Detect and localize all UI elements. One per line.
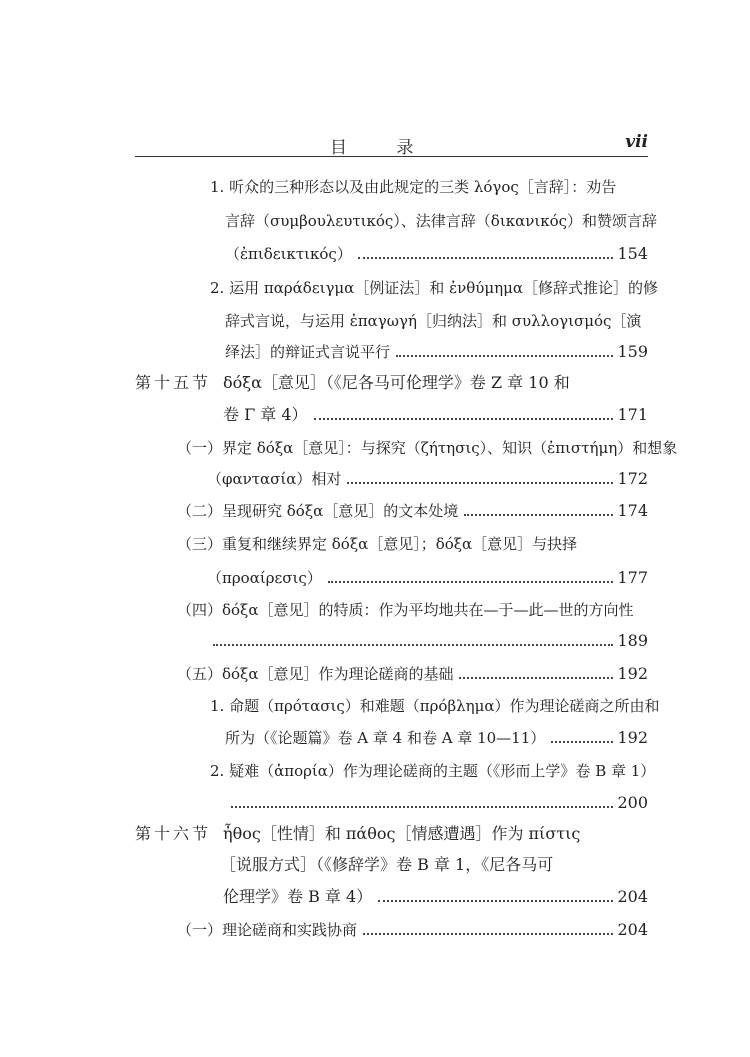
toc-entry bbox=[177, 918, 648, 940]
toc-entry bbox=[223, 885, 648, 907]
toc-entry-text: （φαντασία）相对 bbox=[207, 470, 342, 488]
leader-dots bbox=[551, 741, 613, 743]
leader-dots bbox=[358, 257, 614, 259]
toc-entry bbox=[207, 629, 648, 651]
toc-entry bbox=[225, 726, 648, 748]
running-header-page-number: vii bbox=[625, 132, 648, 152]
toc-entry-text: （五）δόξα［意见］作为理论磋商的基础 bbox=[177, 665, 454, 683]
toc-page-number: 204 bbox=[617, 887, 648, 906]
toc-entry-text: 伦理学》卷 B 章 4） bbox=[223, 887, 373, 906]
toc-entry bbox=[177, 436, 678, 458]
toc-section-entry bbox=[135, 822, 648, 844]
leader-dots bbox=[213, 644, 613, 646]
toc-entry bbox=[177, 532, 646, 554]
toc-entry bbox=[225, 309, 646, 331]
toc-entry-text: 辞式言说，与运用 ἐπαγωγή［归纳法］和 συλλογισμός［演 bbox=[225, 312, 642, 330]
toc-entry bbox=[220, 853, 646, 875]
toc-entry bbox=[225, 209, 658, 231]
toc-entry bbox=[225, 340, 648, 362]
toc-entry bbox=[210, 759, 656, 781]
toc-entry bbox=[225, 791, 648, 813]
toc-page-number: 172 bbox=[617, 469, 648, 488]
section-label: 第十五节 bbox=[135, 373, 212, 392]
toc-page-number: 189 bbox=[617, 631, 648, 650]
toc-entry-text: 言辞（συμβουλευτικός）、法律言辞（δικανικός）和赞颂言辞 bbox=[225, 212, 658, 230]
toc-entry-text: （二）呈现研究 δόξα［意见］的文本处境 bbox=[177, 502, 459, 520]
toc-entry-text: （ἐπιδεικτικός） bbox=[225, 245, 352, 263]
toc-entry-text: （四）δόξα［意见］的特质：作为平均地共在—于—此—世的方向性 bbox=[177, 601, 634, 619]
section-label: 第十六节 bbox=[135, 824, 212, 843]
leader-dots bbox=[328, 581, 614, 583]
leader-dots bbox=[464, 514, 613, 516]
toc-entry bbox=[177, 662, 648, 684]
toc-entry-text: （三）重复和继续界定 δόξα［意见］；δόξα［意见］与抉择 bbox=[177, 535, 578, 553]
toc-page-number: 192 bbox=[617, 664, 648, 683]
toc-page-number: 154 bbox=[617, 244, 648, 263]
toc-entry-text: 1. 命题（πρότασις）和难题（πρόβλημα）作为理论磋商之所由和 bbox=[210, 697, 660, 715]
toc-section-entry bbox=[135, 371, 648, 393]
toc-entry bbox=[207, 566, 648, 588]
toc-entry-text: 所为（《论题篇》卷 A 章 4 和卷 A 章 10—11） bbox=[225, 729, 546, 747]
toc-entry-text: ［说服方式］（《修辞学》卷 B 章 1，《尼各马可 bbox=[220, 855, 554, 874]
running-header-title: 目 录 bbox=[330, 138, 436, 158]
toc-entry bbox=[177, 499, 648, 521]
toc-entry-text: 卷 Γ 章 4） bbox=[223, 405, 308, 424]
leader-dots bbox=[231, 806, 613, 808]
leader-dots bbox=[378, 900, 613, 902]
toc-entry bbox=[207, 467, 648, 489]
toc-entry bbox=[225, 242, 648, 264]
leader-dots bbox=[459, 677, 613, 679]
toc-entry bbox=[223, 403, 648, 425]
toc-page-number: 171 bbox=[617, 405, 648, 424]
toc-page-number: 174 bbox=[617, 501, 648, 520]
leader-dots bbox=[314, 418, 614, 420]
toc-page-number: 159 bbox=[617, 342, 648, 361]
toc-entry-text: （一）理论磋商和实践协商 bbox=[177, 921, 358, 939]
toc-entry-text: ἦθος［性情］和 πάθος［情感遭遇］作为 πίστις bbox=[223, 824, 581, 843]
toc-page-number: 200 bbox=[617, 793, 648, 812]
toc-entry bbox=[210, 175, 646, 197]
toc-entry-text: δόξα［意见］（《尼各马可伦理学》卷 Z 章 10 和 bbox=[223, 373, 570, 392]
toc-entry-text: （一）界定 δόξα［意见］：与探究（ζήτησις）、知识（ἐπιστήμη）和想象 bbox=[177, 439, 678, 457]
toc-entry-text: 2. 疑难（ἀπορία）作为理论磋商的主题（《形而上学》卷 B 章 1） bbox=[210, 762, 656, 780]
toc-entry-text: 2. 运用 παράδειγμα［例证法］和 ἐνθύμημα［修辞式推论］的修 bbox=[210, 279, 659, 297]
toc-entry bbox=[177, 598, 646, 620]
toc-entry-text: （προαίρεσις） bbox=[207, 569, 322, 587]
toc-page-number: 177 bbox=[617, 568, 648, 587]
toc-entry-text: 1. 听众的三种形态以及由此规定的三类 λόγος［言辞］：劝告 bbox=[210, 178, 617, 196]
leader-dots bbox=[347, 482, 613, 484]
toc-entry-text: 绎法］的辩证式言说平行 bbox=[225, 343, 391, 361]
toc-page-number: 204 bbox=[617, 920, 648, 939]
header-rule bbox=[135, 156, 648, 157]
toc-page-number: 192 bbox=[617, 728, 648, 747]
leader-dots bbox=[396, 355, 613, 357]
toc-entry bbox=[210, 694, 660, 716]
leader-dots bbox=[363, 933, 613, 935]
toc-entry bbox=[210, 276, 659, 298]
